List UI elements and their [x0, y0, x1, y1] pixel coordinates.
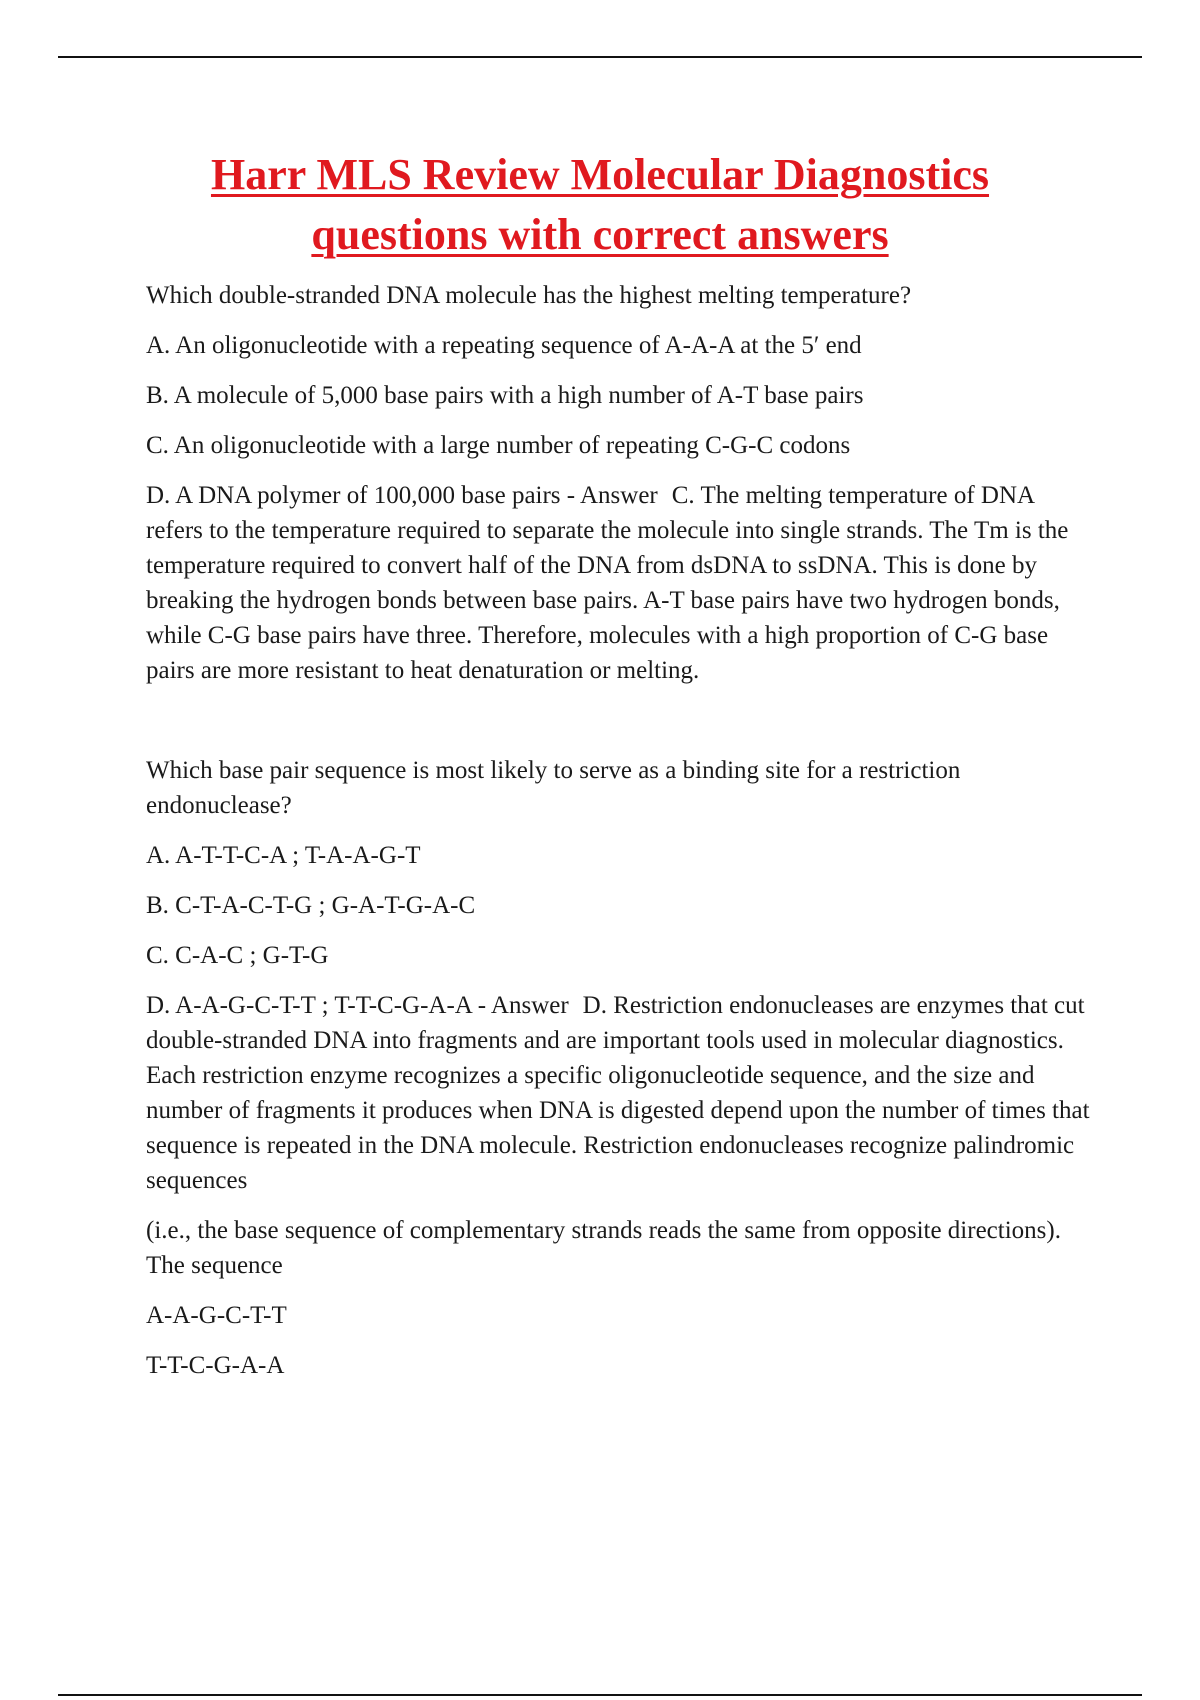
q2-answer-continuation: (i.e., the base sequence of complementary strands reads the same from opposite directions). The sequence [146, 1217, 1061, 1279]
title-line-1: Harr MLS Review Molecular Diagnostics [210, 150, 990, 199]
bottom-rule [58, 1694, 1142, 1696]
q1-option-d: D. A DNA polymer of 100,000 base pairs - Answer [146, 482, 658, 509]
q2-option-a: A. A-T-T-C-A ; T-A-A-G-T [146, 842, 421, 869]
q2-answer-explanation: D. Restriction endonucleases are enzymes that cut double-stranded DNA into fragments and are important tools used in molecular diagnostics. Each restriction enzyme recognizes a specific oligonucleotide sequence, and the size and number of fragments it produces when DNA is digested depend upon the number of times that sequence is repeated in the DNA molecule. Restriction endonucleases recognize palindromic sequences [146, 992, 1090, 1194]
q2-sequence-top: A-A-G-C-T-T [146, 1302, 287, 1329]
q1-option-a: A. An oligonucleotide with a repeating sequence of A-A-A at the 5′ end [146, 332, 862, 359]
q2-option-b: B. C-T-A-C-T-G ; G-A-T-G-A-C [146, 892, 476, 919]
title-line-2: questions with correct answers [311, 210, 889, 259]
q1-option-c: C. An oligonucleotide with a large number of repeating C-G-C codons [146, 432, 851, 459]
question-separator [146, 703, 1096, 753]
q2-question: Which base pair sequence is most likely to serve as a binding site for a restriction endonuclease? [146, 757, 961, 819]
q2-option-d-with-answer [146, 988, 1096, 1198]
q2-option-d: D. A-A-G-C-T-T ; T-T-C-G-A-A - Answer [146, 992, 569, 1019]
q1-option-b: B. A molecule of 5,000 base pairs with a high number of A-T base pairs [146, 382, 864, 409]
top-rule [58, 56, 1142, 58]
q1-answer-explanation: C. The melting temperature of DNA refers to the temperature required to separate the molecule into single strands. The Tm is the temperature required to convert half of the DNA from dsDNA to ssDNA. This is done by breaking the hydrogen bonds between base pairs. A-T base pairs have two hydrogen bonds, while C-G base pairs have three. Therefore, molecules with a high proportion of C-G base pairs are more resistant to heat denaturation or melting. [146, 482, 1069, 684]
q2-sequence-bottom: T-T-C-G-A-A [146, 1352, 285, 1379]
q1-question: Which double-stranded DNA molecule has the highest melting temperature? [146, 282, 912, 309]
q1-option-d-with-answer [146, 478, 1096, 688]
document-body [146, 278, 1096, 1398]
document-title [100, 145, 1100, 265]
q2-option-c: C. C-A-C ; G-T-G [146, 942, 329, 969]
